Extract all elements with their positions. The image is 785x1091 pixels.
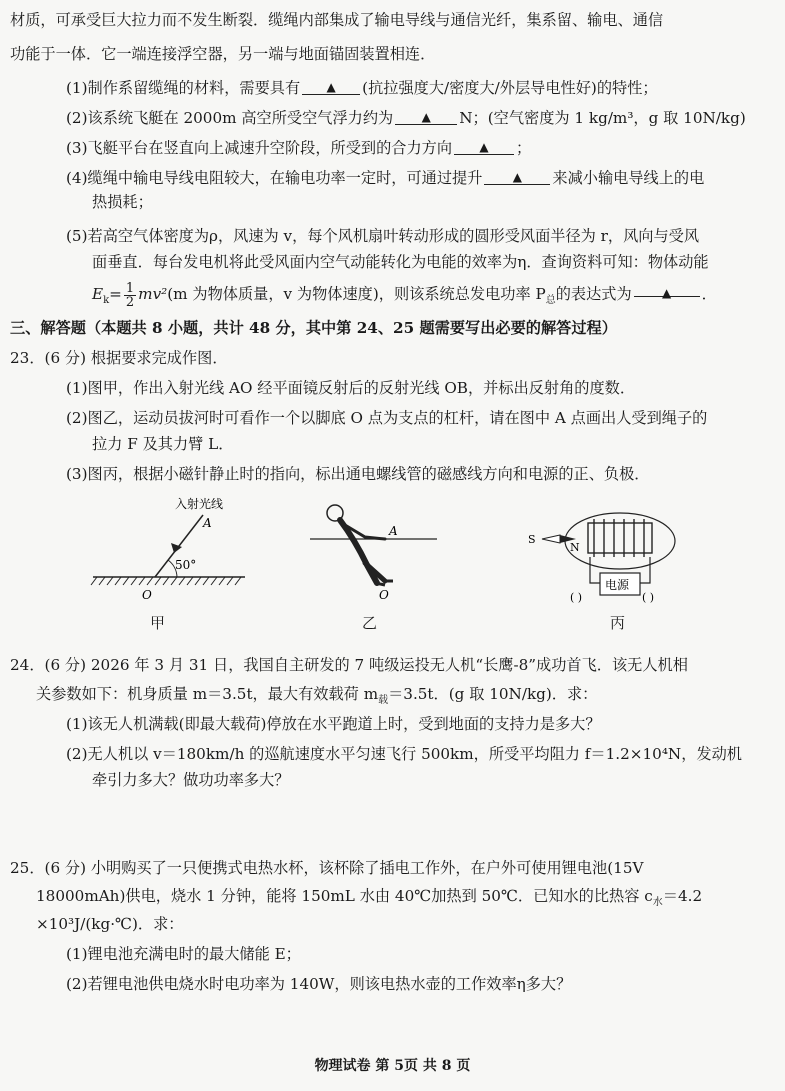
q22-sub3 xyxy=(66,138,785,158)
q23-head: 23．(6 分) 根据要求完成作图． xyxy=(10,349,228,367)
q24-sub2-line2: 牵引力多大？做功功率多大？ xyxy=(92,771,290,789)
q25-line1: 25．(6 分) 小明购买了一只便携式电热水杯，该杯除了插电工作外，在户外可使用锂电池(15V xyxy=(10,859,644,877)
p-subscript: 总 xyxy=(545,295,556,307)
fraction-half xyxy=(124,282,136,309)
q22-sub5-line3-b: 的表达式为 xyxy=(555,285,632,303)
q25-line2-a: 18000mAh)供电，烧水 1 分钟，能将 150mL 水由 40℃加热到 50℃．已知水的比热容 c xyxy=(36,887,653,905)
q22-sub2-post: N；(空气密度为 1 kg/m³，g 取 10N/kg) xyxy=(459,109,746,127)
q22-sub5-line1: (5)若高空气体密度为ρ，风速为 v，每个风机扇叶转动形成的圆形受风面半径为 r，风向与受风 xyxy=(66,227,700,245)
solenoid-coils xyxy=(594,519,644,557)
answer-blank[interactable] xyxy=(395,108,457,125)
answer-blank[interactable] xyxy=(484,168,550,185)
terminal-left-blank[interactable]: ( ) xyxy=(570,591,583,604)
pole-S-label: S xyxy=(528,533,536,546)
triangle-mark: ▲ xyxy=(421,110,431,124)
q22-text-line1: 材质，可承受巨大拉力而不发生断裂．缆绳内部集成了输电导线与通信光纤，集系留、输电、通信 xyxy=(10,11,664,29)
angle-label: 50° xyxy=(175,558,197,572)
caption-jia: 甲 xyxy=(150,614,166,632)
q22-sub5-line2: 面垂直．每台发电机将此受风面内空气动能转化为电能的效率为η．查询资料可知：物体动能 xyxy=(92,253,709,271)
q25-water-subscript: 水 xyxy=(652,897,663,909)
page-footer: 物理试卷 第 5页 共 8 页 xyxy=(314,1058,471,1074)
caption-bing: 丙 xyxy=(610,614,626,632)
q24-line2-a: 关参数如下：机身质量 m＝3.5t，最大有效载荷 m xyxy=(36,685,379,703)
field-line-outer xyxy=(565,513,675,569)
q24-sub1: (1)该无人机满载(即最大载荷)停放在水平跑道上时，受到地面的支持力是多大？ xyxy=(66,715,601,733)
fraction-numerator: 1 xyxy=(125,280,135,296)
triangle-mark: ▲ xyxy=(662,286,672,300)
triangle-mark: ▲ xyxy=(479,140,489,154)
q23-sub2-line1: (2)图乙，运动员拔河时可看作一个以脚底 O 点为支点的杠杆，请在图中 A 点画出人受到绳子的 xyxy=(66,409,708,427)
compass-needle-icon xyxy=(542,535,560,543)
section3-title: 三、解答题（本题共 8 小题，共计 48 分，其中第 24、25 题需要写出必要的解答过程） xyxy=(10,319,617,337)
q22-sub5-line3-text: (m 为物体质量，v 为物体速度)，则该系统总发电功率 P xyxy=(167,285,546,303)
incident-ray-label: 入射光线 xyxy=(175,497,224,511)
figure-jia-mirror xyxy=(85,495,255,610)
q22-sub2-pre: (2)该系统飞艇在 2000m 高空所受空气浮力约为 xyxy=(66,109,394,127)
triangle-mark: ▲ xyxy=(512,170,522,184)
q22-sub1-pre: (1)制作系留缆绳的材料，需要具有 xyxy=(66,79,301,97)
q24-line2 xyxy=(36,684,785,711)
power-source-label: 电源 xyxy=(605,578,630,592)
q22-sub4-post: 来减小输电导线上的电 xyxy=(552,169,705,187)
terminal-right-blank[interactable]: ( ) xyxy=(642,591,655,604)
point-A-label: A xyxy=(203,516,212,530)
mv-squared: mv² xyxy=(138,285,168,303)
mirror-hatching xyxy=(91,577,241,585)
q22-sub5-end: ． xyxy=(701,285,717,303)
triangle-mark: ▲ xyxy=(326,80,336,94)
wire-right xyxy=(640,557,650,583)
q24-line1: 24．(6 分) 2026 年 3 月 31 日，我国自主研发的 7 吨级运投无人机“长鹰-8”成功首飞．该无人机相 xyxy=(10,656,688,674)
q23-sub3: (3)图丙，根据小磁针静止时的指向，标出通电螺线管的磁感线方向和电源的正、负极． xyxy=(66,465,650,483)
q25-line2-b: ＝4.2 xyxy=(662,887,703,905)
q25-line3: ×10³J/(kg·℃)．求： xyxy=(36,915,184,933)
point-O-label: O xyxy=(379,588,389,602)
q23-sub2-line2: 拉力 F 及其力臂 L． xyxy=(92,435,234,453)
athlete-body xyxy=(340,520,377,583)
pole-N-label: N xyxy=(570,541,580,554)
q22-sub3-pre: (3)飞艇平台在竖直向上减速升空阶段，所受到的合力方向 xyxy=(66,139,453,157)
equals-sign: = xyxy=(109,285,122,303)
q25-sub1: (1)锂电池充满电时的最大储能 E； xyxy=(66,945,301,963)
fraction-denominator: 2 xyxy=(125,294,135,310)
wire-left xyxy=(590,557,600,583)
answer-blank[interactable] xyxy=(454,138,514,155)
q22-sub3-post: ； xyxy=(516,139,532,157)
q23-sub1: (1)图甲，作出入射光线 AO 经平面镜反射后的反射光线 OB，并标出反射角的度数． xyxy=(66,379,636,397)
answer-blank[interactable] xyxy=(634,280,700,300)
answer-blank[interactable] xyxy=(302,78,360,95)
ek-subscript: k xyxy=(103,295,110,307)
caption-yi: 乙 xyxy=(362,614,378,632)
q22-text-line2: 功能于一体．它一端连接浮空器，另一端与地面锚固装置相连． xyxy=(10,45,436,63)
q22-sub4-pre: (4)缆绳中输电导线电阻较大，在输电功率一定时，可通过提升 xyxy=(66,169,483,187)
q22-sub4-line2: 热损耗； xyxy=(92,193,153,211)
q24-load-subscript: 载 xyxy=(378,695,389,707)
ek-symbol: E xyxy=(92,285,104,303)
point-A-label: A xyxy=(389,524,398,538)
figure-yi-tugofwar xyxy=(305,495,440,605)
q22-sub1 xyxy=(66,78,785,98)
solenoid-core xyxy=(588,523,652,553)
q25-sub2: (2)若锂电池供电烧水时电功率为 140W，则该电热水壶的工作效率η多大？ xyxy=(66,975,572,993)
point-O-label: O xyxy=(142,588,152,602)
q24-line2-b: ＝3.5t．(g 取 10N/kg)．求： xyxy=(388,685,598,703)
q25-line2 xyxy=(36,886,785,913)
q22-sub1-post: (抗拉强度大/密度大/外层导电性好)的特性； xyxy=(362,79,658,97)
q22-sub2 xyxy=(66,108,785,128)
figure-bing-solenoid xyxy=(520,495,705,610)
q22-sub5-line3 xyxy=(92,280,785,315)
q22-sub4 xyxy=(66,168,785,188)
q24-sub2-line1: (2)无人机以 v＝180km/h 的巡航速度水平匀速飞行 500km，所受平均阻力 f＝1.2×10⁴N，发动机 xyxy=(66,745,742,763)
